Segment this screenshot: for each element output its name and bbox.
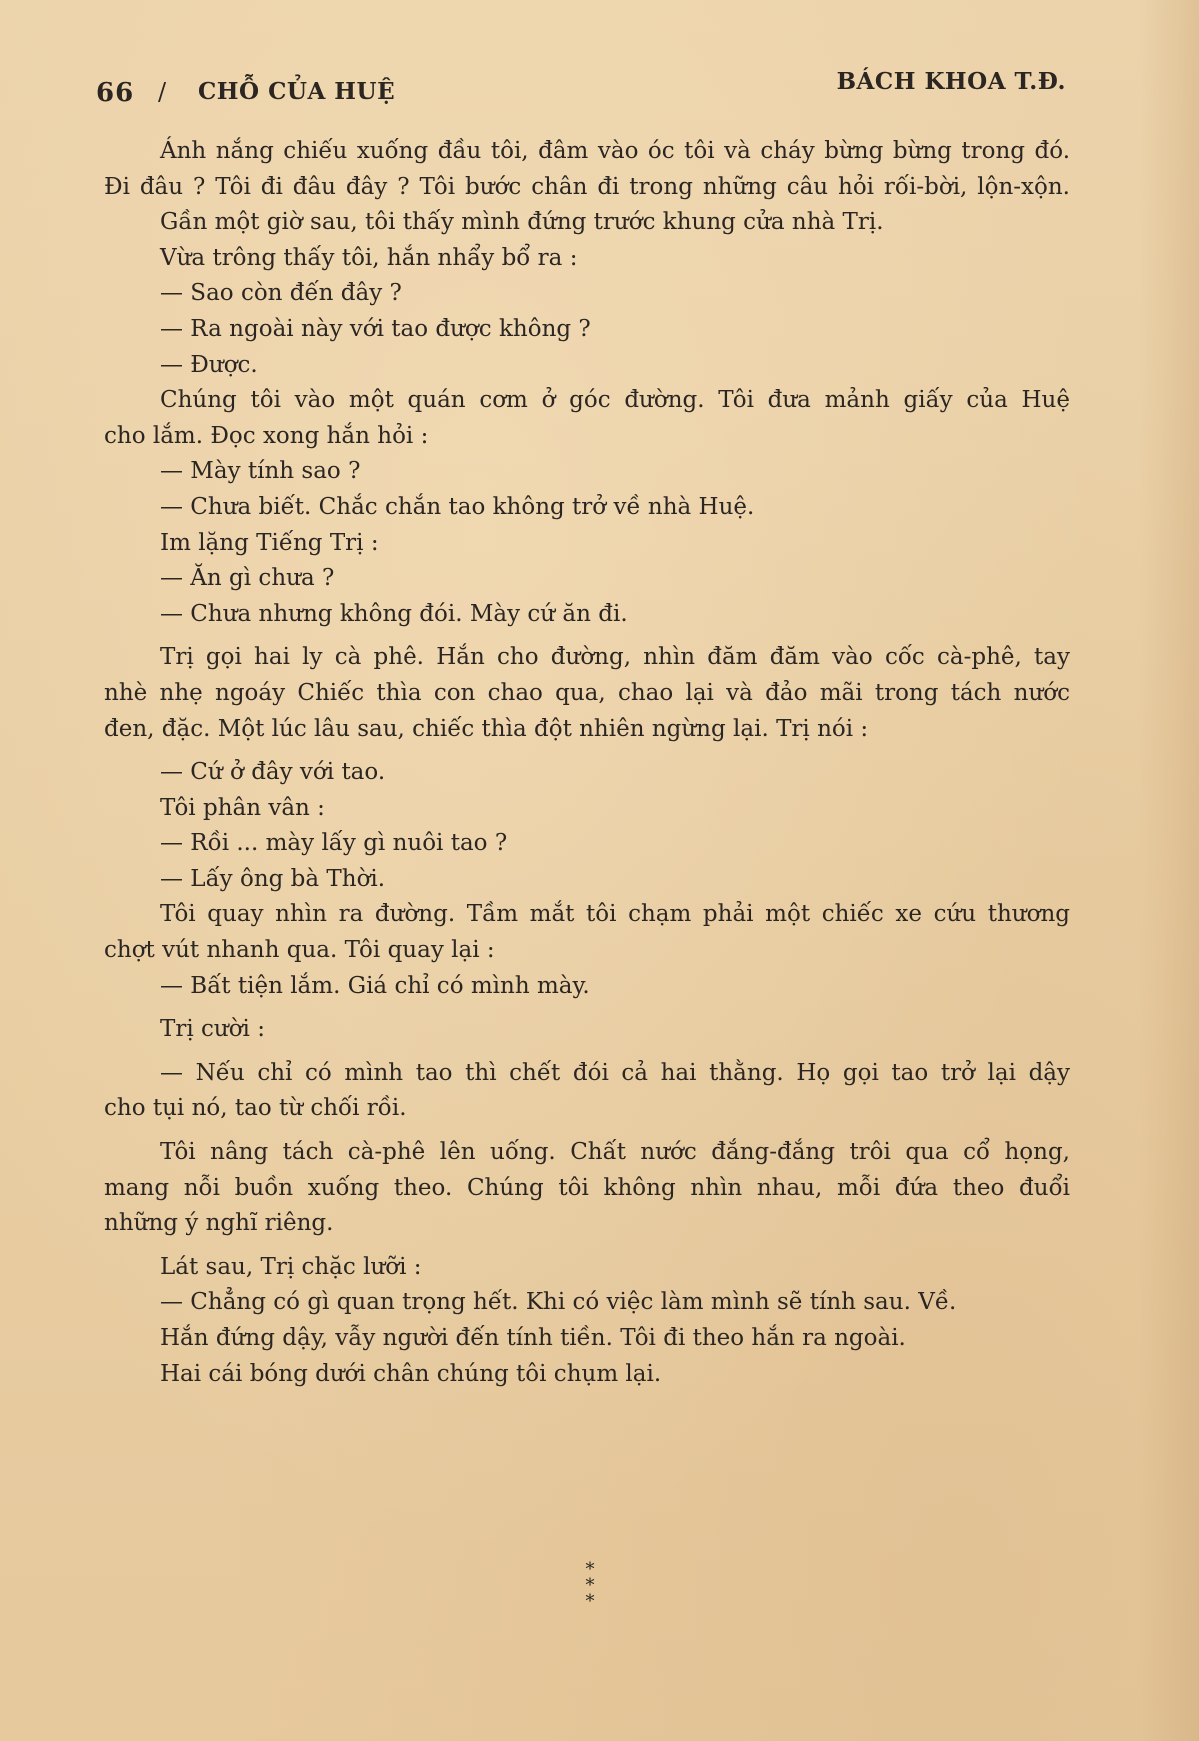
text-line: Im lặng Tiếng Trị : [160, 529, 379, 556]
magazine-name: BÁCH KHOA T.Đ. [836, 68, 1066, 95]
paragraph-gap [104, 747, 1070, 755]
text-line: Trị cười : [160, 1016, 265, 1043]
text-line: chợt vút nhanh qua. Tôi quay lại : [104, 937, 495, 964]
text-line: — Mày tính sao ? [160, 458, 361, 485]
page-number: 66 [96, 78, 135, 108]
text-line: đen, đặc. Một lúc lâu sau, chiếc thìa đột nhiên ngừng lại. Trị nói : [104, 715, 869, 742]
text-line: Ánh nắng chiếu xuống đầu tôi, đâm vào óc tôi và cháy bừng bừng trong đó. [160, 138, 1070, 164]
text-line: — Lấy ông bà Thời. [160, 865, 386, 892]
text-line: — Chẳng có gì quan trọng hết. Khi có việc làm mình sẽ tính sau. Về. [160, 1289, 957, 1316]
text-line: Vừa trông thấy tôi, hắn nhẩy bổ ra : [160, 244, 578, 271]
story-text [104, 134, 1070, 1392]
text-line: — Ra ngoài này với tao được không ? [160, 315, 591, 342]
text-line: Tôi quay nhìn ra đường. Tầm mắt tôi chạm phải một chiếc xe cứu thương [160, 901, 1070, 928]
ornament-bottom: * * [585, 1575, 607, 1612]
header-separator: / [158, 78, 167, 106]
paragraph-gap [104, 1004, 1070, 1012]
text-line: — Nếu chỉ có mình tao thì chết đói cả hai thằng. Họ gọi tao trở lại dậy [160, 1059, 1070, 1086]
running-header [96, 68, 1066, 118]
page-edge-shadow [1139, 0, 1199, 1741]
text-line: mang nỗi buồn xuống theo. Chúng tôi không nhìn nhau, mỗi đứa theo đuổi [104, 1174, 1070, 1201]
text-line: nhè nhẹ ngoáy Chiếc thìa con chao qua, chao lại và đảo mãi trong tách nước [104, 679, 1070, 706]
paragraph-gap [104, 632, 1070, 640]
text-line: Hai cái bóng dưới chân chúng tôi chụm lại. [160, 1360, 662, 1387]
ornament-top: * [585, 1559, 595, 1580]
paragraph-gap [104, 1242, 1070, 1250]
text-line: Gần một giờ sau, tôi thấy mình đứng trước khung cửa nhà Trị. [160, 209, 884, 236]
text-line: cho lắm. Đọc xong hắn hỏi : [104, 422, 429, 449]
text-line: — Chưa nhưng không đói. Mày cứ ăn đi. [160, 600, 628, 627]
text-line: Đi đâu ? Tôi đi đâu đây ? Tôi bước chân đi trong những câu hỏi rối-bời, lộn-xộn. [104, 173, 1070, 200]
text-line: cho tụi nó, tao từ chối rồi. [104, 1095, 407, 1122]
text-line: Hắn đứng dậy, vẫy người đến tính tiền. Tôi đi theo hắn ra ngoài. [160, 1325, 906, 1351]
text-line: — Được. [160, 351, 258, 378]
chapter-title: CHỖ CỦA HUỆ [198, 78, 396, 105]
text-line: — Rồi ... mày lấy gì nuôi tao ? [160, 830, 508, 857]
text-line: Chúng tôi vào một quán cơm ở góc đường. Tôi đưa mảnh giấy của Huệ [160, 387, 1070, 414]
text-line: — Ăn gì chưa ? [160, 565, 335, 592]
text-line: — Bất tiện lắm. Giá chỉ có mình mày. [160, 972, 590, 999]
text-line: Tôi nâng tách cà-phê lên uống. Chất nước đắng-đắng trôi qua cổ họng, [160, 1139, 1070, 1166]
text-line: những ý nghĩ riêng. [104, 1210, 334, 1237]
text-line: Tôi phân vân : [160, 794, 325, 821]
paragraph-gap [104, 1048, 1070, 1056]
text-line: — Sao còn đến đây ? [160, 280, 402, 307]
text-line: Trị gọi hai ly cà phê. Hắn cho đường, nhìn đăm đăm vào cốc cà-phê, tay [160, 644, 1070, 671]
paragraph-gap [104, 1127, 1070, 1135]
text-line: Lát sau, Trị chặc lưỡi : [160, 1253, 422, 1280]
section-ornament [560, 1559, 620, 1612]
text-line: — Chưa biết. Chắc chắn tao không trở về nhà Huệ. [160, 493, 755, 520]
text-line: — Cứ ở đây với tao. [160, 759, 386, 786]
